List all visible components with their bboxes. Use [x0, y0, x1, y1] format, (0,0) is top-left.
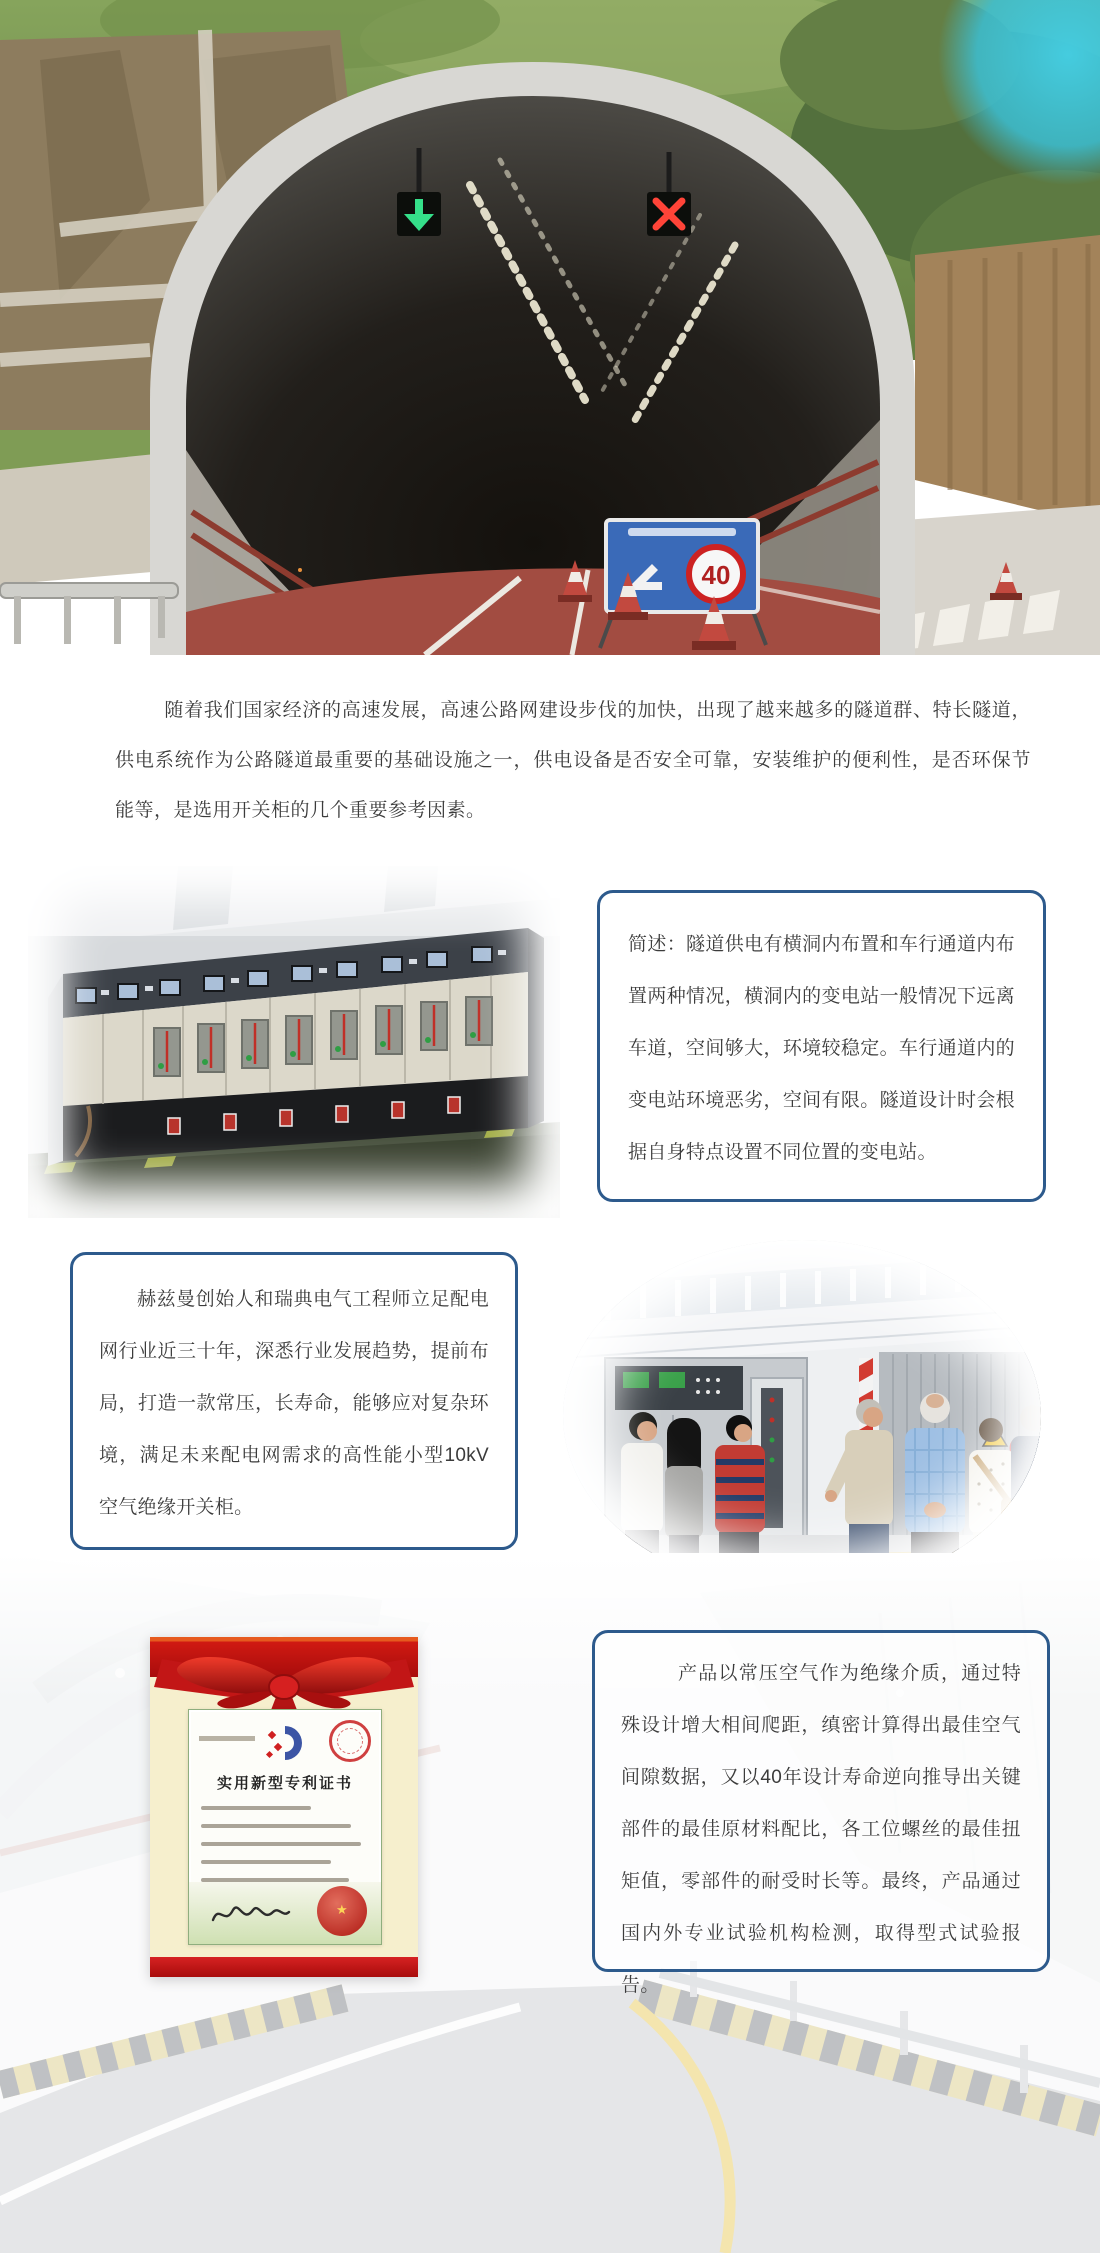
red-x-signal-icon	[647, 192, 691, 236]
factory-visit-photo	[563, 1240, 1041, 1592]
patent-certificate	[150, 1637, 418, 1977]
official-red-seal-icon	[317, 1886, 367, 1936]
certificate-bottom-band	[150, 1957, 418, 1977]
certificate-text-line	[201, 1842, 361, 1846]
certificate-serial-bar	[199, 1736, 255, 1741]
certificate-text-line	[201, 1806, 311, 1810]
product-text-box	[592, 1630, 1050, 1996]
switchgear-room-photo	[28, 866, 560, 1218]
certificate-title: 实用新型专利证书	[216, 1776, 353, 1792]
retaining-wall	[915, 235, 1100, 525]
certificate-footer-area	[189, 1882, 381, 1944]
certificate-text-line	[201, 1860, 331, 1864]
patent-logo-icon	[265, 1724, 309, 1762]
red-seal-icon	[329, 1720, 371, 1762]
signature-icon	[211, 1900, 291, 1930]
product-text: 产品以常压空气作为绝缘介质，通过特殊设计增大相间爬距，缜密计算得出最佳空气间隙数据，又以40年设计寿命逆向推导出关键部件的最佳原材料配比，各工位螺丝的最佳扭矩值，零部件的耐受时长等。最终，产品通过国内外专业试验机构检测，取得型式试验报告。	[621, 1663, 1021, 1996]
speed-limit-value: 40	[701, 560, 731, 590]
factory-visit-illustration	[563, 1240, 1041, 1592]
overview-text-box	[597, 890, 1046, 1202]
intro-paragraph: 随着我们国家经济的高速发展，高速公路网建设步伐的加快，出现了越来越多的隧道群、特长隧道，供电系统作为公路隧道最重要的基础设施之一，供电设备是否安全可靠，安装维护的便利性，是否环保节能等，是选用开关柜的几个重要参考因素。	[115, 700, 1031, 821]
company-text: 赫兹曼创始人和瑞典电气工程师立足配电网行业近三十年，深悉行业发展趋势，提前布局，打造一款常压，长寿命，能够应对复杂环境，满足未来配电网需求的高性能小型10kV空气绝缘开关柜。	[99, 1289, 489, 1518]
tan-bag	[1001, 1498, 1027, 1532]
certificate-paper	[188, 1709, 382, 1945]
left-ground	[0, 452, 175, 585]
tunnel-entrance-photo	[0, 0, 1100, 655]
green-down-arrow-signal-icon	[397, 192, 441, 236]
company-text-box	[70, 1252, 518, 1550]
switchgear-illustration	[28, 866, 560, 1218]
seal-star-icon: ★	[336, 1902, 348, 1917]
certificate-text-line	[201, 1824, 351, 1828]
overview-text: 简述：隧道供电有横洞内布置和车行通道内布置两种情况，横洞内的变电站一般情况下远离车道，空间够大，环境较稳定。车行通道内的变电站环境恶劣，空间有限。隧道设计时会根据自身特点设置不同位置的变电站。	[628, 934, 1015, 1163]
